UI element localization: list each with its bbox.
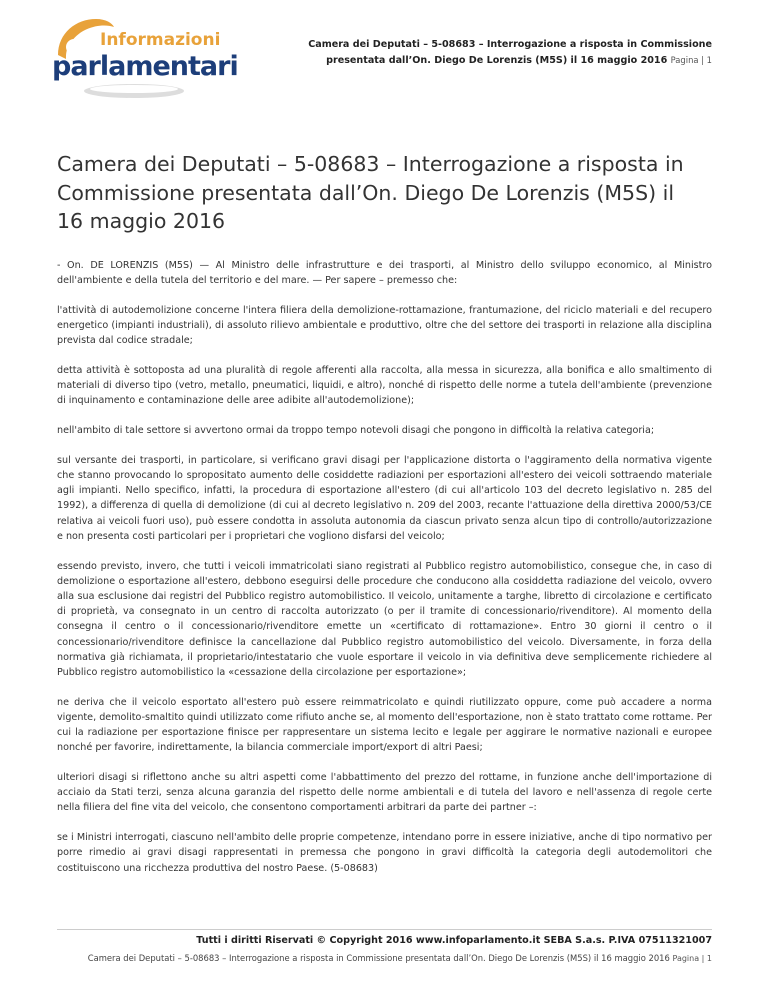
- paragraph: sul versante dei trasporti, in particolare, si verificano gravi disagi per l'applicazione distorta o l'aggiramento della normativa vigente che stanno provocando lo spropositato aumento delle cosiddette radiazioni per esportazioni all'estero dei veicoli sottraendo materiale agli impianti. Nello specifico, infatti, la procedura di esportazione all'estero (di cui all'articolo 103 del decreto legislativo n. 285 del 1992), a differenza di quella di demolizione (di cui al decreto legislativo n. 209 del 2003, recante l'attuazione della direttiva 2000/53/CE relativa ai veicoli fuori uso), può essere condotta in assoluta autonomia da ciascun privato senza alcun tipo di controllo/autorizzazione e non presenta costi particolari per i proprietari che vogliono disfarsi del veicolo;: [57, 454, 712, 542]
- paragraph: ne deriva che il veicolo esportato all'estero può essere reimmatricolato e quindi riutilizzato oppure, come può accadere a norma vigente, demolito-smaltito quindi utilizzato come rifiuto anche se, al momento dell'esportazione, non è stato trattato come rottame. Per cui la radiazione per esportazione finisce per rappresentare un sistema lecito e legale per aggirare le normative nazionali e europee nonché per favorire, indirettamente, la bilancia commerciale import/export di altri Paesi;: [57, 696, 712, 754]
- footer-divider: [57, 929, 712, 930]
- paragraph: - On. DE LORENZIS (M5S) — Al Ministro delle infrastrutture e dei trasporti, al Ministro dello sviluppo economico, al Ministro dell'ambiente e della tutela del territorio e del mare. — Per sapere – premesso che:: [57, 260, 712, 287]
- logo-line1: Informazioni: [100, 30, 221, 50]
- document-title: Camera dei Deputati – 5-08683 – Interrogazione a risposta in Commissione presentata dall’On. Diego De Lorenzis (M5S) il 16 maggio 2016: [57, 152, 684, 233]
- paragraph: l'attività di autodemolizione concerne l'intera filiera della demolizione-rottamazione, frantumazione, del riciclo materiali e del recupero energetico (impianti industriali), di assoluto rilievo ambientale e produttivo, oltre che del settore dei trasporti in relazione alla disciplina prevista dal codice stradale;: [57, 304, 712, 347]
- document-body: [57, 258, 712, 890]
- paragraph: detta attività è sottoposta ad una pluralità di regole afferenti alla raccolta, alla messa in sicurezza, alla bonifica e allo smaltimento di materiali di diverso tipo (vetro, metallo, pneumatici, liquidi, e altro), nonché di rispetto delle norme a tutela dell'ambiente (prevenzione di inquinamento e contaminazione delle aree adibite all'autodemolizione);: [57, 365, 712, 407]
- paragraph: se i Ministri interrogati, ciascuno nell'ambito delle proprie competenze, intendano porre in essere iniziative, anche di tipo normativo per porre rimedio ai gravi disagi rappresentati in premessa che pongono in gravi difficoltà la categoria degli autodemolitori che costituiscono una ricchezza produttiva del nostro Paese. (5-08683): [57, 832, 712, 874]
- site-logo[interactable]: [52, 15, 238, 105]
- footer-page-number: Pagina | 1: [672, 954, 712, 963]
- paragraph: ulteriori disagi si riflettono anche su altri aspetti come l'abbattimento del prezzo del rottame, in funzione anche dell'importazione di acciaio da Stati terzi, senza alcuna garanzia del rispetto delle norme ambientali e di tutela del lavoro e nell'assenza di regole certe nella filiera del fine vita del veicolo, che consentono comportamenti arbitrari da parte dei partner –:: [57, 771, 712, 814]
- footer-title: Camera dei Deputati – 5-08683 – Interrogazione a risposta in Commissione presentata dall’On. Diego De Lorenzis (M5S) il 16 maggio 2016: [87, 953, 670, 963]
- header-title: Camera dei Deputati – 5-08683 – Interrogazione a risposta in Commissione presentata dall’On. Diego De Lorenzis (M5S) il 16 maggio 2016: [308, 39, 712, 66]
- page-header: [272, 38, 712, 68]
- footer-copyright: Tutti i diritti Riservati © Copyright 2016 www.infoparlamento.it SEBA S.a.s. P.IVA 07511321007: [196, 935, 712, 946]
- paragraph: essendo previsto, invero, che tutti i veicoli immatricolati siano registrati al Pubblico registro automobilistico, consegue che, in caso di demolizione o esportazione all'estero, debbono eseguirsi delle procedure che conducono alla cosiddetta radiazione del veicolo, ovvero alla sua esclusione dai registri del Pubblico registro automobilistico. Il veicolo, unitamente a targhe, libretto di circolazione e certificato di proprietà, va consegnato in un centro di raccolta autorizzato (o per il tramite di concessionario/rivenditore). Al momento della consegna il centro o il concessionario/rivenditore emette un «certificato di rottamazione». Entro 30 giorni il centro o il concessionario/rivenditore definisce la cancellazione dal Pubblico registro automobilistico del veicolo. Diversamente, in forza della normativa già richiamata, il proprietario/intestatario che vuole esportare il veicolo in via definitiva deve semplicemente richiedere al Pubblico registro automobilistico la «cessazione della circolazione per esportazione»;: [57, 560, 712, 678]
- footer-document-title: [88, 953, 712, 963]
- logo-graphic: [52, 15, 238, 105]
- paragraph: nell'ambito di tale settore si avvertono ormai da troppo tempo notevoli disagi che pongono in difficoltà la relativa categoria;: [57, 425, 655, 437]
- logo-line2: parlamentari: [52, 51, 238, 82]
- header-page-number: Pagina | 1: [670, 54, 712, 65]
